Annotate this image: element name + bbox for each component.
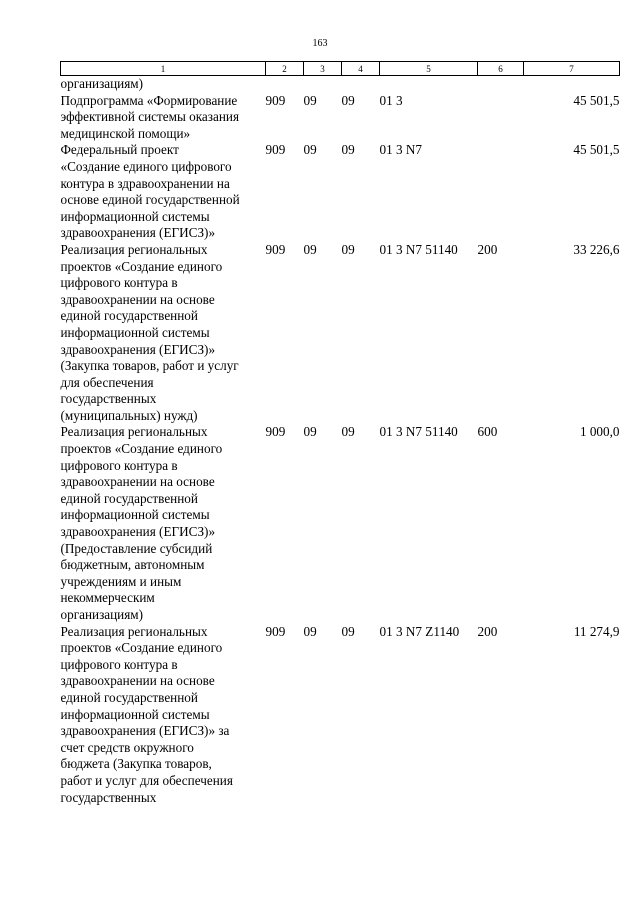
row-subsection-code: 09 xyxy=(341,623,355,639)
description-line: цифрового контура в xyxy=(60,457,178,473)
row-expense-type xyxy=(478,76,524,93)
description-line: основе единой государственной xyxy=(60,192,240,208)
header-col-6: 6 xyxy=(478,62,524,76)
header-col-3: 3 xyxy=(304,62,342,76)
row-expense-type xyxy=(478,142,524,242)
description-line: Реализация региональных xyxy=(60,424,208,440)
description-line: единой государственной xyxy=(60,308,198,324)
description-line: работ и услуг для обеспечения xyxy=(60,772,233,788)
description-line: информационной системы xyxy=(60,324,210,340)
row-section-code xyxy=(304,76,342,93)
description-line: единой государственной xyxy=(60,490,198,506)
row-department-code: 909 xyxy=(265,241,286,257)
row-expense-type: 200 xyxy=(477,241,498,257)
description-line: проектов «Создание единого xyxy=(60,441,223,457)
description-line: бюджета (Закупка товаров, xyxy=(60,756,212,772)
row-target-article: 01 3 N7 Z1140 xyxy=(379,623,460,639)
row-section-code: 09 xyxy=(303,142,317,158)
row-amount: 11 274,9 xyxy=(573,623,620,639)
row-amount: 45 501,5 xyxy=(573,92,620,108)
description-line: Реализация региональных xyxy=(60,241,208,257)
row-amount: 45 501,5 xyxy=(573,142,620,158)
row-section-code: 09 xyxy=(303,424,317,440)
row-description xyxy=(61,624,266,807)
description-line: Федеральный проект xyxy=(60,142,179,158)
header-col-7: 7 xyxy=(524,62,620,76)
description-line: информационной системы xyxy=(60,507,210,523)
table-row xyxy=(61,242,620,425)
description-line: цифрового контура в xyxy=(60,656,178,672)
row-description xyxy=(61,424,266,623)
row-department-code: 909 xyxy=(265,92,286,108)
description-line: цифрового контура в xyxy=(60,275,178,291)
description-line: здравоохранения (ЕГИСЗ)» xyxy=(60,341,216,357)
row-expense-type: 600 xyxy=(477,424,498,440)
description-line: контура в здравоохранении на xyxy=(60,175,230,191)
description-line: проектов «Создание единого xyxy=(60,258,223,274)
description-line: проектов «Создание единого xyxy=(60,640,223,656)
row-department-code: 909 xyxy=(265,142,286,158)
description-line: некоммерческим xyxy=(60,590,155,606)
description-line: государственных xyxy=(60,789,157,805)
description-line: государственных xyxy=(60,391,157,407)
header-col-1: 1 xyxy=(61,62,266,76)
description-line: организациям) xyxy=(60,76,144,91)
budget-table xyxy=(60,61,620,806)
table-row xyxy=(61,142,620,242)
description-line: информационной системы xyxy=(60,706,210,722)
row-amount: 1 000,0 xyxy=(579,424,620,440)
description-line: информационной системы xyxy=(60,208,210,224)
row-subsection-code: 09 xyxy=(341,424,355,440)
header-col-2: 2 xyxy=(266,62,304,76)
row-subsection-code: 09 xyxy=(341,92,355,108)
description-line: для обеспечения xyxy=(60,374,154,390)
row-subsection-code xyxy=(342,76,380,93)
row-amount: 33 226,6 xyxy=(573,241,620,257)
table-row xyxy=(61,76,620,93)
description-line: Подпрограмма «Формирование xyxy=(60,92,238,108)
row-target-article xyxy=(380,76,478,93)
description-line: (Предоставление субсидий xyxy=(60,540,213,556)
description-line: здравоохранения (ЕГИСЗ)» за xyxy=(60,723,230,739)
row-amount xyxy=(524,76,620,93)
row-target-article: 01 3 N7 xyxy=(379,142,422,158)
description-line: здравоохранении на основе xyxy=(60,673,215,689)
row-subsection-code: 09 xyxy=(341,142,355,158)
description-line: здравоохранении на основе xyxy=(60,291,215,307)
table-body xyxy=(61,76,620,807)
description-line: здравоохранения (ЕГИСЗ)» xyxy=(60,225,216,241)
header-col-5: 5 xyxy=(380,62,478,76)
description-line: здравоохранении на основе xyxy=(60,474,215,490)
row-description xyxy=(61,76,266,93)
row-expense-type: 200 xyxy=(477,623,498,639)
header-col-4: 4 xyxy=(342,62,380,76)
row-expense-type xyxy=(478,93,524,143)
description-line: учреждениям и иным xyxy=(60,573,182,589)
row-target-article: 01 3 N7 51140 xyxy=(379,241,458,257)
description-line: Реализация региональных xyxy=(60,623,208,639)
row-description xyxy=(61,142,266,242)
row-subsection-code: 09 xyxy=(341,241,355,257)
table-row xyxy=(61,93,620,143)
description-line: единой государственной xyxy=(60,689,198,705)
description-line: здравоохранения (ЕГИСЗ)» xyxy=(60,524,216,540)
description-line: (муниципальных) нужд) xyxy=(60,407,198,423)
row-section-code: 09 xyxy=(303,92,317,108)
description-line: «Создание единого цифрового xyxy=(60,158,232,174)
row-department-code xyxy=(266,76,304,93)
row-description xyxy=(61,93,266,143)
description-line: бюджетным, автономным xyxy=(60,557,205,573)
row-section-code: 09 xyxy=(303,241,317,257)
description-line: медицинской помощи» xyxy=(60,125,191,141)
row-target-article: 01 3 xyxy=(379,92,403,108)
table-header-row xyxy=(61,62,620,76)
description-line: эффективной системы оказания xyxy=(60,109,240,125)
table-row xyxy=(61,624,620,807)
table-row xyxy=(61,424,620,623)
row-department-code: 909 xyxy=(265,623,286,639)
row-department-code: 909 xyxy=(265,424,286,440)
row-description xyxy=(61,242,266,425)
description-line: организациям) xyxy=(60,607,144,622)
row-target-article: 01 3 N7 51140 xyxy=(379,424,458,440)
description-line: счет средств окружного xyxy=(60,739,194,755)
page-number: 163 xyxy=(312,38,328,49)
description-line: (Закупка товаров, работ и услуг xyxy=(60,358,239,374)
row-section-code: 09 xyxy=(303,623,317,639)
